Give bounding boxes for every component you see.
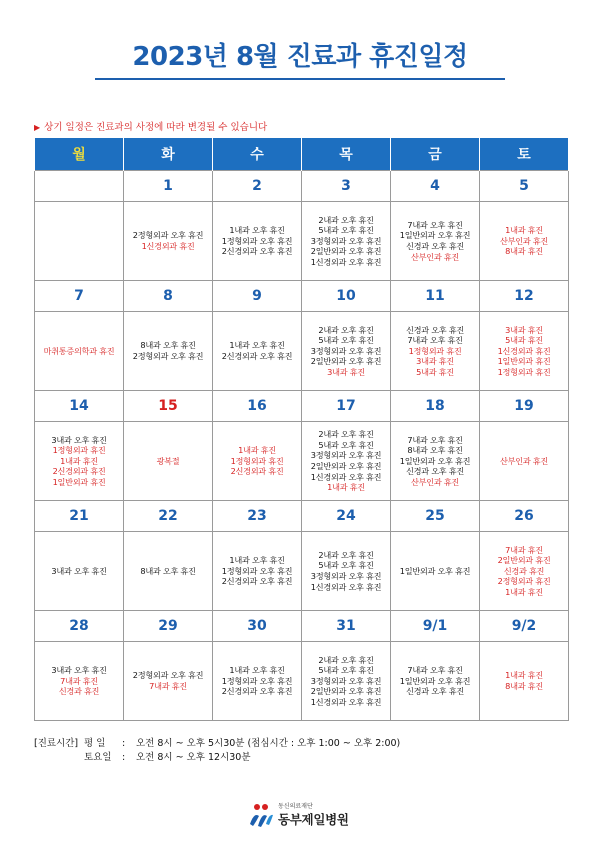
closure-entry: 2일반외과 오후 휴진	[310, 356, 382, 367]
closure-entry: 광복절	[156, 455, 180, 466]
date-number: 3	[302, 171, 391, 202]
logo-name: 동부제일병원	[278, 812, 349, 827]
closure-entry: 산부인과 휴진	[411, 476, 459, 487]
closure-entry: 1신경외과 오후 휴진	[310, 256, 382, 267]
closure-entry: 1신경외과 오후 휴진	[310, 696, 382, 707]
day-events	[124, 532, 213, 611]
day-events	[480, 642, 569, 721]
day-events	[391, 202, 480, 281]
closure-entry: 1일반외과 휴진	[497, 356, 551, 367]
date-number: 25	[391, 501, 480, 532]
separator: :	[122, 738, 126, 749]
date-number: 21	[35, 501, 124, 532]
day-events	[124, 642, 213, 721]
date-number: 5	[480, 171, 569, 202]
day-events	[35, 312, 124, 391]
closure-entry: 2정형외과 오후 휴진	[132, 670, 204, 681]
saturday-key: 토요일	[84, 752, 112, 763]
closure-entry: 2내과 오후 휴진	[318, 654, 374, 665]
triangle-right-icon: ▶	[34, 123, 41, 132]
day-events	[391, 532, 480, 611]
closure-entry: 산부인과 휴진	[500, 455, 548, 466]
day-events	[302, 642, 391, 721]
closure-entry: 2정형외과 오후 휴진	[132, 230, 204, 241]
day-events	[302, 312, 391, 391]
closure-entry: 2신경외과 오후 휴진	[221, 686, 293, 697]
date-number: 4	[391, 171, 480, 202]
date-number: 8	[124, 281, 213, 312]
closure-entry: 2정형외과 휴진	[497, 576, 551, 587]
day-events	[35, 422, 124, 501]
closure-entry: 3정형외과 오후 휴진	[310, 450, 382, 461]
closure-entry: 1일반외과 오후 휴진	[399, 675, 471, 686]
closure-entry: 신경과 오후 휴진	[406, 241, 464, 251]
day-events	[124, 312, 213, 391]
closure-entry: 1정형외과 오후 휴진	[221, 235, 293, 246]
day-events	[302, 202, 391, 281]
closure-entry: 1내과 휴진	[60, 455, 98, 466]
date-row	[35, 281, 569, 312]
closure-entry: 3내과 휴진	[505, 324, 543, 335]
closure-entry: 3정형외과 오후 휴진	[310, 675, 382, 686]
closure-entry: 1정형외과 휴진	[497, 366, 551, 377]
day-events	[124, 422, 213, 501]
date-number: 24	[302, 501, 391, 532]
closure-entry: 1일반외과 오후 휴진	[399, 455, 471, 466]
day-events	[480, 422, 569, 501]
date-row	[35, 611, 569, 642]
date-number: 2	[213, 171, 302, 202]
closure-entry: 2내과 오후 휴진	[318, 214, 374, 225]
closure-entry: 1일반외과 오후 휴진	[399, 565, 471, 576]
date-number: 1	[124, 171, 213, 202]
day-events	[213, 312, 302, 391]
closure-entry: 5내과 휴진	[505, 335, 543, 346]
closure-entry: 8내과 오후 휴진	[140, 565, 196, 576]
closure-entry: 2내과 오후 휴진	[318, 549, 374, 560]
closure-entry: 1신경외과 휴진	[497, 345, 551, 356]
day-events	[480, 202, 569, 281]
closure-entry: 1정형외과 휴진	[52, 445, 106, 456]
date-number: 16	[213, 391, 302, 422]
date-row	[35, 171, 569, 202]
day-events	[35, 532, 124, 611]
date-number: 19	[480, 391, 569, 422]
closure-entry: 신경과 오후 휴진	[406, 324, 464, 335]
closure-entry: 산부인과 휴진	[411, 251, 459, 262]
closure-entry: 1일반외과 휴진	[52, 476, 106, 487]
day-events	[480, 312, 569, 391]
closure-entry: 2정형외과 오후 휴진	[132, 351, 204, 361]
closure-entry: 2신경외과 오후 휴진	[221, 351, 293, 361]
separator: :	[122, 752, 126, 763]
closure-entry: 2신경외과 휴진	[230, 466, 284, 477]
day-events	[213, 422, 302, 501]
closure-entry: 3정형외과 오후 휴진	[310, 571, 382, 581]
closure-entry: 5내과 오후 휴진	[318, 665, 374, 676]
day-events	[302, 532, 391, 611]
closure-entry: 1내과 휴진	[505, 586, 543, 597]
closure-entry: 2일반외과 오후 휴진	[310, 461, 382, 471]
events-row	[35, 422, 569, 501]
date-number: 9	[213, 281, 302, 312]
date-number: 26	[480, 501, 569, 532]
closure-entry: 3내과 오후 휴진	[51, 665, 107, 676]
schedule-calendar	[34, 138, 569, 721]
date-number: 29	[124, 611, 213, 642]
closure-entry: 7내과 오후 휴진	[407, 434, 463, 445]
hospital-logo-icon	[248, 802, 274, 828]
date-number: 11	[391, 281, 480, 312]
closure-entry: 2신경외과 오후 휴진	[221, 576, 293, 587]
date-number: 18	[391, 391, 480, 422]
date-number: 17	[302, 391, 391, 422]
closure-entry: 1내과 오후 휴진	[229, 665, 285, 676]
day-events	[302, 422, 391, 501]
weekday-header: 금	[391, 138, 480, 171]
day-events	[35, 202, 124, 281]
closure-entry: 신경과 휴진	[58, 686, 100, 697]
day-events	[213, 532, 302, 611]
date-number: 23	[213, 501, 302, 532]
closure-entry: 2내과 오후 휴진	[318, 429, 374, 440]
closure-entry: 3정형외과 오후 휴진	[310, 235, 382, 246]
notice-text: 상기 일정은 진료과의 사정에 따라 변경될 수 있습니다	[44, 122, 268, 133]
closure-entry: 3내과 오후 휴진	[51, 434, 107, 445]
closure-entry: 8내과 오후 휴진	[407, 445, 463, 456]
closure-entry: 1내과 오후 휴진	[229, 225, 285, 236]
day-events	[35, 642, 124, 721]
closure-entry: 1내과 휴진	[327, 482, 365, 493]
date-row	[35, 391, 569, 422]
weekday-header-row	[35, 138, 569, 171]
hospital-logo	[248, 800, 358, 830]
closure-entry: 1내과 휴진	[238, 445, 276, 456]
date-number: 15	[124, 391, 213, 422]
closure-entry: 3내과 오후 휴진	[51, 565, 107, 576]
closure-entry: 3정형외과 오후 휴진	[310, 345, 382, 356]
closure-entry: 2일반외과 휴진	[497, 555, 551, 566]
closure-entry: 7내과 휴진	[149, 681, 187, 691]
closure-entry: 1정형외과 오후 휴진	[221, 675, 293, 686]
events-row	[35, 642, 569, 721]
date-number: 31	[302, 611, 391, 642]
weekday-header: 월	[35, 138, 124, 171]
closure-entry: 5내과 오후 휴진	[318, 335, 374, 346]
saturday-hours: 오전 8시 ~ 오후 12시30분	[136, 752, 251, 763]
closure-entry: 3내과 휴진	[416, 356, 454, 367]
closure-entry: 1정형외과 휴진	[408, 345, 462, 356]
closure-entry: 5내과 휴진	[416, 366, 454, 377]
date-number: 9/2	[480, 611, 569, 642]
weekday-header: 토	[480, 138, 569, 171]
closure-entry: 7내과 오후 휴진	[407, 219, 463, 230]
closure-entry: 1일반외과 오후 휴진	[399, 230, 471, 241]
closure-entry: 1신경외과 오후 휴진	[310, 581, 382, 592]
hours-label: [진료시간]	[34, 738, 79, 749]
closure-entry: 5내과 오후 휴진	[318, 225, 374, 236]
hours-saturday-row	[34, 751, 400, 765]
clinic-hours	[34, 737, 400, 765]
closure-entry: 7내과 휴진	[505, 544, 543, 555]
logo-subtitle: 동신의료재단	[278, 803, 313, 810]
date-number: 7	[35, 281, 124, 312]
closure-entry: 신경과 휴진	[503, 565, 545, 576]
date-number: 30	[213, 611, 302, 642]
closure-entry: 신경과 오후 휴진	[406, 686, 464, 697]
date-number: 22	[124, 501, 213, 532]
day-events	[213, 202, 302, 281]
weekday-key: 평 일	[84, 738, 106, 749]
date-number: 12	[480, 281, 569, 312]
closure-entry: 신경과 오후 휴진	[406, 466, 464, 477]
day-events	[391, 642, 480, 721]
title-underline	[95, 78, 505, 80]
closure-entry: 마취통증의학과 휴진	[43, 345, 115, 356]
closure-entry: 8내과 오후 휴진	[140, 340, 196, 351]
weekday-hours: 오전 8시 ~ 오후 5시30분 (점심시간 : 오후 1:00 ~ 오후 2:00)	[136, 738, 401, 749]
day-events	[213, 642, 302, 721]
notice	[34, 119, 267, 133]
date-number: 14	[35, 391, 124, 422]
closure-entry: 7내과 휴진	[60, 675, 98, 686]
closure-entry: 1신경외과 오후 휴진	[310, 471, 382, 482]
date-number	[35, 171, 124, 202]
weekday-header: 목	[302, 138, 391, 171]
date-number: 28	[35, 611, 124, 642]
date-row	[35, 501, 569, 532]
closure-entry: 2일반외과 오후 휴진	[310, 686, 382, 697]
closure-entry: 5내과 오후 휴진	[318, 439, 374, 450]
closure-entry: 1내과 휴진	[505, 670, 543, 681]
closure-entry: 2신경외과 오후 휴진	[221, 246, 293, 257]
date-number: 10	[302, 281, 391, 312]
closure-entry: 1내과 오후 휴진	[229, 555, 285, 566]
events-row	[35, 312, 569, 391]
day-events	[124, 202, 213, 281]
weekday-header: 화	[124, 138, 213, 171]
closure-entry: 1내과 오후 휴진	[229, 340, 285, 351]
closure-entry: 2내과 오후 휴진	[318, 324, 374, 335]
closure-entry: 8내과 휴진	[505, 246, 543, 257]
day-events	[480, 532, 569, 611]
closure-entry: 1신경외과 휴진	[141, 241, 195, 251]
events-row	[35, 202, 569, 281]
day-events	[391, 422, 480, 501]
events-row	[35, 532, 569, 611]
closure-entry: 3내과 휴진	[327, 366, 365, 377]
hours-weekday-row	[34, 737, 400, 751]
date-number: 9/1	[391, 611, 480, 642]
closure-entry: 1내과 휴진	[505, 225, 543, 236]
closure-entry: 2일반외과 오후 휴진	[310, 246, 382, 257]
closure-entry: 1정형외과 오후 휴진	[221, 565, 293, 576]
closure-entry: 5내과 오후 휴진	[318, 560, 374, 571]
weekday-header: 수	[213, 138, 302, 171]
closure-entry: 산부인과 휴진	[500, 235, 548, 246]
closure-entry: 2신경외과 휴진	[52, 466, 106, 477]
day-events	[391, 312, 480, 391]
closure-entry: 1정형외과 휴진	[230, 455, 284, 466]
page-title: 2023년 8월 진료과 휴진일정	[132, 42, 468, 72]
closure-entry: 7내과 오후 휴진	[407, 335, 463, 346]
closure-entry: 8내과 휴진	[505, 681, 543, 691]
closure-entry: 7내과 오후 휴진	[407, 665, 463, 676]
